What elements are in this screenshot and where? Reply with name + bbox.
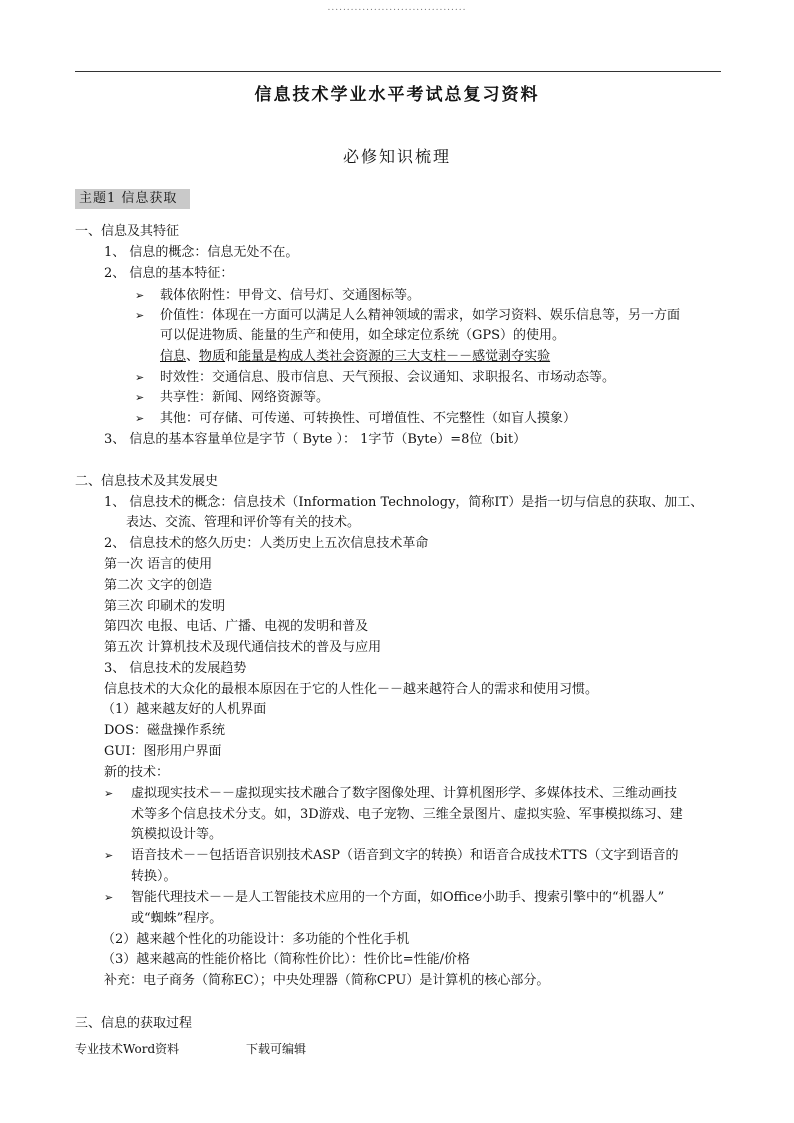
supplement: 补充：电子商务（简称EC）；中央处理器（简称CPU）是计算机的核心部分。 [104, 973, 550, 988]
trend-1: （1）越来越友好的人机界面 [102, 702, 267, 717]
word-energy: 能量 [238, 349, 265, 364]
bullet-arrow-icon: ➢ [135, 309, 145, 322]
feature-other: 其他：可存储、可传递、可转换性、可增值性、不完整性（如盲人摸象） [160, 411, 577, 426]
speech-line-1: 语音技术－－包括语音识别技术ASP（语音到文字的转换）和语音合成技术TTS（文字到语音的 [131, 848, 679, 863]
document-subtitle: 必修知识梳理 [342, 147, 451, 166]
feature-sharing: 共享性：新闻、网络资源等。 [160, 390, 330, 405]
trend-2: （2）越来越个性化的功能设计：多功能的个性化手机 [102, 932, 410, 947]
section-2-item-1-line-1: 1、 信息技术的概念：信息技术（Information Technology，简称IT）是指一切与信息的获取、加工、 [104, 495, 704, 510]
section-1-item-2: 2、 信息的基本特征： [104, 266, 234, 281]
trend-intro: 信息技术的大众化的最根本原因在于它的人性化－－越来越符合人的需求和使用习惯。 [104, 682, 599, 697]
document-title: 信息技术学业水平考试总复习资料 [254, 85, 540, 105]
vr-line-3: 筑模拟设计等。 [131, 827, 223, 842]
trend-3: （3）越来越高的性能价格比（简称性价比）：性价比=性能/价格 [102, 952, 471, 967]
word-matter: 物质 [199, 349, 226, 364]
agent-line-1: 智能代理技术－－是人工智能技术应用的一个方面，如Office小助手、搜索引擎中的“机器人” [131, 890, 665, 905]
revolution-4: 第四次 电报、电话、广播、电视的发明和普及 [104, 619, 369, 634]
vr-line-1: 虚拟现实技术－－虚拟现实技术融合了数字图像处理、计算机图形学、多媒体技术、三维动画技 [131, 786, 678, 801]
topic-label: 主题1 信息获取 [75, 189, 190, 209]
bullet-arrow-icon: ➢ [104, 849, 114, 862]
feature-carrier: 载体依附性：甲骨文、信号灯、交通图标等。 [160, 288, 421, 303]
bullet-arrow-icon: ➢ [104, 891, 114, 904]
gui-definition: GUI：图形用户界面 [104, 744, 222, 759]
sensory-deprivation-experiment: 感觉剥夺实验 [472, 349, 551, 364]
revolution-5: 第五次 计算机技术及现代通信技术的普及与应用 [104, 640, 382, 655]
feature-value-line-2: 可以促进物质、能量的生产和使用，如全球定位系统（GPS）的使用。 [160, 328, 566, 343]
bullet-arrow-icon: ➢ [104, 787, 114, 800]
bullet-arrow-icon: ➢ [135, 391, 145, 404]
section-1-item-3: 3、 信息的基本容量单位是字节（ Byte ）： 1字节（Byte）=8位（bit） [104, 432, 527, 447]
sep-2: 和 [225, 349, 239, 364]
section-2-item-1-line-2: 表达、交流、管理和评价等有关的技术。 [126, 515, 361, 530]
feature-timeliness: 时效性：交通信息、股市信息、天气预报、会议通知、求职报名、市场动态等。 [160, 370, 616, 385]
resources-statement: 是构成人类社会资源的三大支柱－－ [264, 349, 473, 364]
feature-value-line-1: 价值性：体现在一方面可以满足人么精神领域的需求，如学习资料、娱乐信息等，另一方面 [160, 308, 681, 323]
bullet-arrow-icon: ➢ [135, 371, 145, 384]
vr-line-2: 术等多个信息技术分支。如，3D游戏、电子宠物、三维全景图片、虚拟实验、军事模拟练习、建 [131, 807, 683, 822]
header-rule [75, 71, 721, 72]
section-3-heading: 三、信息的获取过程 [75, 1016, 193, 1031]
dos-definition: DOS：磁盘操作系统 [104, 723, 225, 738]
section-2-heading: 二、信息技术及其发展史 [75, 474, 219, 489]
revolution-3: 第三次 印刷术的发明 [104, 599, 226, 614]
section-1-heading: 一、信息及其特征 [75, 224, 180, 239]
word-information: 信息 [160, 349, 187, 364]
sep-1: 、 [186, 349, 200, 364]
footer-left: 专业技术Word资料 [75, 1042, 180, 1056]
section-1-item-1: 1、 信息的概念：信息无处不在。 [104, 245, 299, 260]
section-2-item-2: 2、 信息技术的悠久历史：人类历史上五次信息技术革命 [104, 536, 429, 551]
header-dots: .................................... [327, 3, 467, 13]
resources-line [160, 347, 550, 367]
revolution-2: 第二次 文字的创造 [104, 578, 213, 593]
revolution-1: 第一次 语言的使用 [104, 557, 213, 572]
agent-line-2: 或“蜘蛛”程序。 [131, 911, 223, 926]
section-2-item-3: 3、 信息技术的发展趋势 [104, 661, 247, 676]
bullet-arrow-icon: ➢ [135, 289, 145, 302]
footer-right: 下载可编辑 [246, 1042, 307, 1056]
bullet-arrow-icon: ➢ [135, 412, 145, 425]
speech-line-2: 转换）。 [131, 869, 177, 884]
new-tech-label: 新的技术： [104, 765, 170, 780]
